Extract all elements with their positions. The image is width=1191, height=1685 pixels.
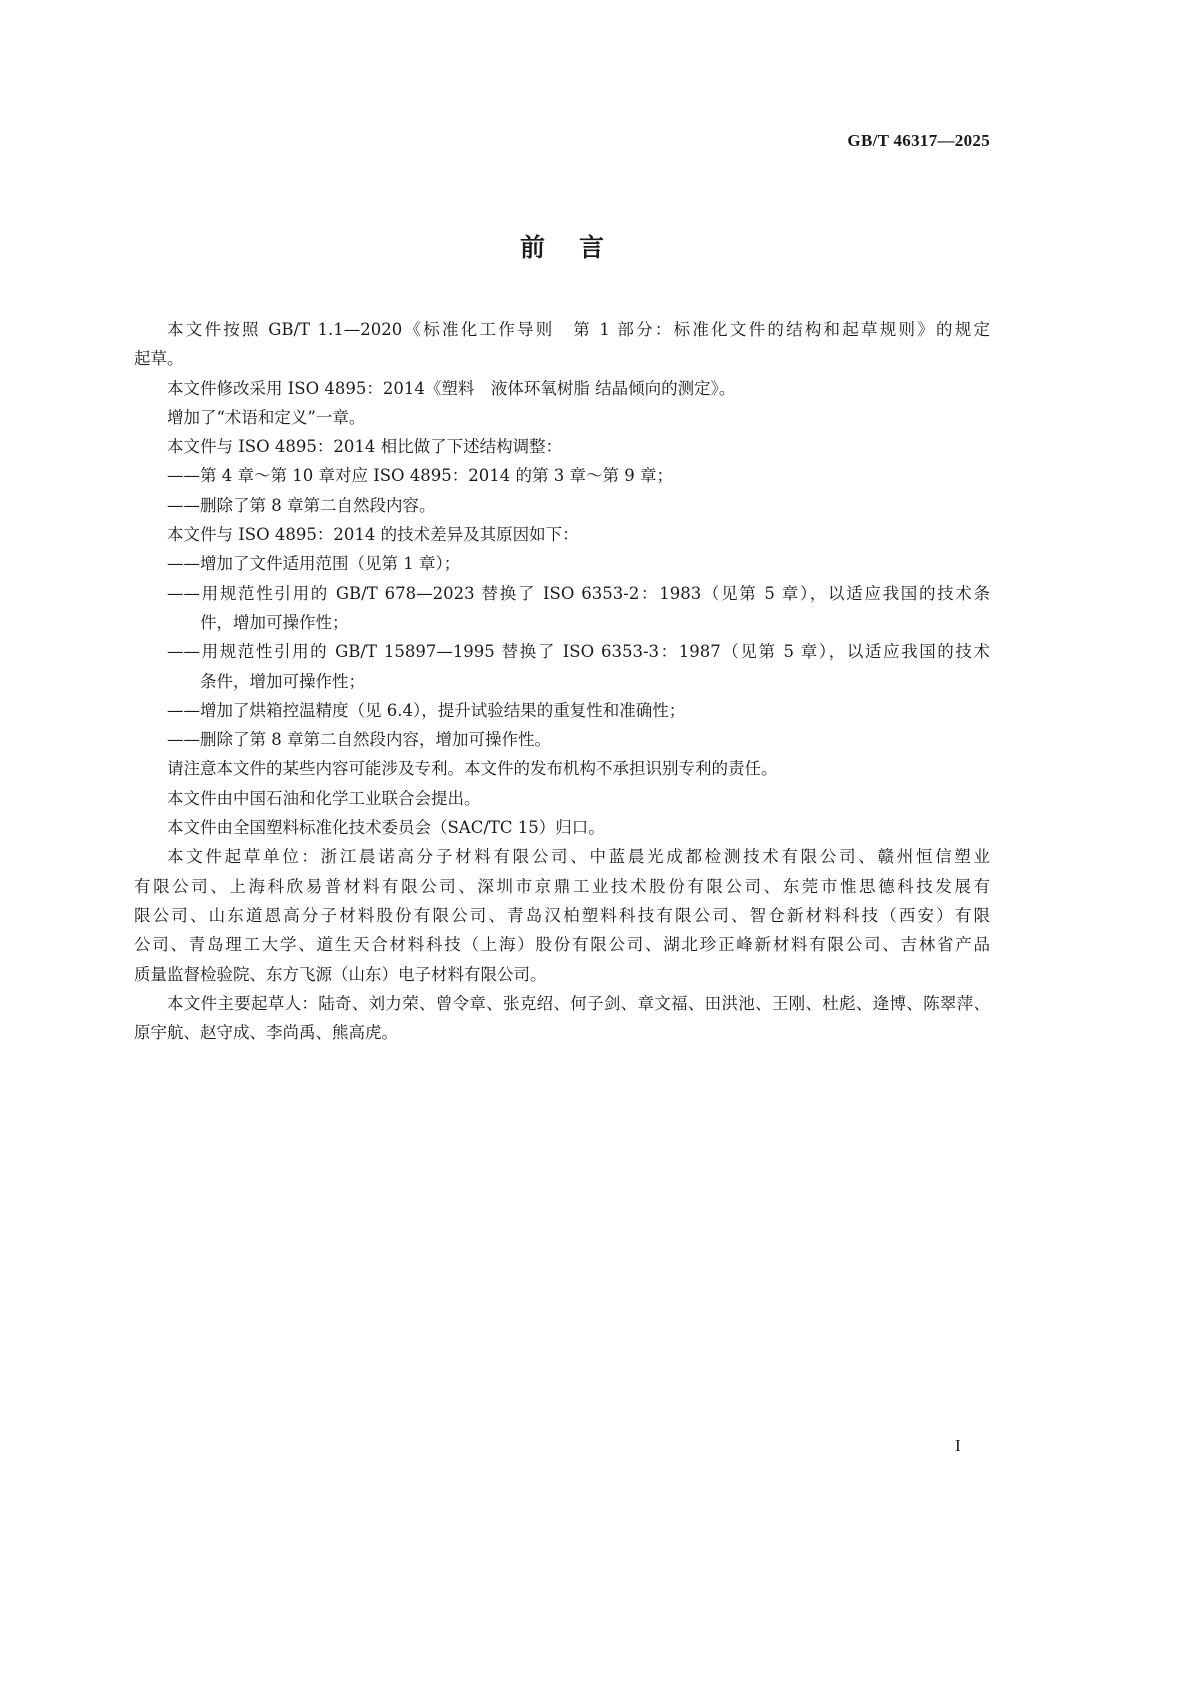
text-line: 本文件按照 GB/T 1.1—2020《标准化工作导则 第 1 部分：标准化文件的结构和起草规则》的规定 — [167, 320, 990, 339]
text-line: 公司、青岛理工大学、道生天合材料科技（上海）股份有限公司、湖北珍正峰新材料有限公司、吉林省产品 — [134, 935, 990, 955]
paragraph — [134, 403, 990, 432]
text-line: ——删除了第 8 章第二自然段内容。 — [167, 495, 436, 515]
text-line: 本文件与 ISO 4895：2014 相比做了下述结构调整： — [167, 437, 563, 457]
text-line: 本文件由全国塑料标准化技术委员会（SAC/TC 15）归口。 — [167, 818, 605, 838]
paragraph — [134, 989, 990, 1048]
text-line: ——增加了烘箱控温精度（见 6.4），提升试验结果的重复性和准确性； — [167, 700, 686, 720]
text-line: 增加了“术语和定义”一章。 — [167, 407, 366, 427]
list-item — [134, 696, 990, 725]
text-line: 有限公司、上海科欣易普材料有限公司、深圳市京鼎工业技术股份有限公司、东莞市惟思德科技发展有 — [134, 876, 990, 896]
text-line: ——增加了文件适用范围（见第 1 章）； — [167, 554, 461, 574]
text-line: 本文件与 ISO 4895：2014 的技术差异及其原因如下： — [167, 525, 579, 545]
list-item — [134, 725, 990, 754]
text-line: 本文件修改采用 ISO 4895：2014《塑料 液体环氧树脂 结晶倾向的测定》。 — [167, 378, 736, 398]
list-item — [134, 549, 990, 578]
list-item — [134, 461, 990, 490]
paragraph — [134, 842, 990, 988]
paragraph — [134, 315, 990, 374]
paragraph — [134, 784, 990, 813]
list-item — [134, 491, 990, 520]
paragraph — [134, 813, 990, 842]
text-line: ——用规范性引用的 GB/T 678—2023 替换了 ISO 6353-2：1983（见第 5 章），以适应我国的技术条 — [167, 583, 990, 603]
text-line: 原宇航、赵守成、李尚禹、熊高虎。 — [134, 1023, 398, 1043]
text-line: 件，增加可操作性； — [200, 612, 349, 632]
text-line: 本文件由中国石油和化学工业联合会提出。 — [167, 788, 481, 808]
page-number: I — [955, 1436, 961, 1455]
paragraph — [134, 374, 990, 403]
text-line: 质量监督检验院、东方飞源（山东）电子材料有限公司。 — [134, 964, 547, 984]
list-item — [134, 637, 990, 696]
text-line: ——删除了第 8 章第二自然段内容，增加可操作性。 — [167, 730, 551, 750]
paragraph — [134, 432, 990, 461]
paragraph — [134, 520, 990, 549]
document-number: GB/T 46317—2025 — [847, 131, 990, 150]
text-line: 本文件主要起草人：陆奇、刘力荣、曾令章、张克绍、何子剑、章文福、田洪池、王刚、杜彪、逄博、陈翠萍、 — [167, 993, 990, 1013]
text-line: 起草。 — [134, 349, 184, 369]
text-line: ——第 4 章～第 10 章对应 ISO 4895：2014 的第 3 章～第 9 章； — [167, 466, 674, 486]
page-title: 前言 — [519, 233, 638, 262]
text-line: 本文件起草单位：浙江晨诺高分子材料有限公司、中蓝晨光成都检测技术有限公司、赣州恒信塑业 — [167, 847, 990, 867]
text-line: 限公司、山东道恩高分子材料股份有限公司、青岛汉柏塑料科技有限公司、智仓新材料科技（西安）有限 — [134, 905, 990, 925]
text-line: 请注意本文件的某些内容可能涉及专利。本文件的发布机构不承担识别专利的责任。 — [167, 759, 778, 779]
text-line: ——用规范性引用的 GB/T 15897—1995 替换了 ISO 6353-3：1987（见第 5 章），以适应我国的技术 — [167, 642, 990, 662]
text-line: 条件，增加可操作性； — [200, 671, 365, 691]
foreword-body — [134, 315, 990, 1047]
list-item — [134, 579, 990, 638]
paragraph — [134, 754, 990, 783]
